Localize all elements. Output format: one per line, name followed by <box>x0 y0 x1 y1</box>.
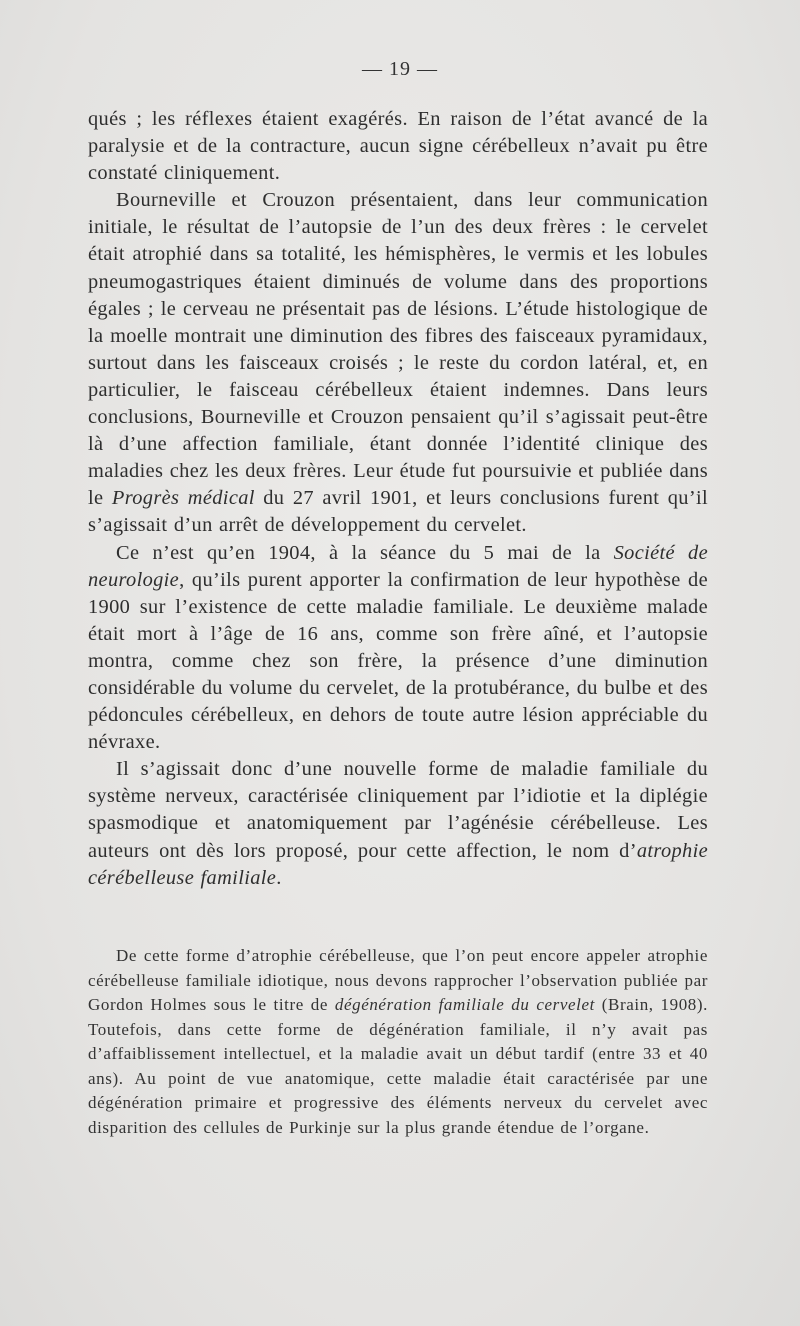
paragraph-confirmation <box>88 540 708 757</box>
footnote <box>88 944 708 1140</box>
paragraph-continuation: qués ; les réflexes étaient exagérés. En raison de l’état avancé de la paralysie et de la contracture, aucun signe cérébelleux n’avait pu être constaté cliniquement. <box>88 108 708 185</box>
paragraph-text: . <box>276 866 282 889</box>
disease-name: atrophie cérébelleuse familiale <box>88 839 708 889</box>
cited-title: dégénération familiale du cervelet <box>334 995 595 1014</box>
paragraph-text: du 27 avril 1901, et leurs conclusions furent qu’il s’agissait d’un arrêt de développement du cervelet. <box>88 487 708 537</box>
paragraph-autopsy <box>88 187 708 539</box>
body-text <box>88 106 708 892</box>
paragraph-text: Il s’agissait donc d’une nouvelle forme de maladie familiale du système nerveux, caractérisée cliniquement par l’idiotie et la diplégie spasmodique et anatomiquement par l’agénésie cérébelleuse. Les auteurs ont dès lors proposé, pour cette affection, le nom d’ <box>88 758 708 862</box>
paragraph-text: , qu’ils purent apporter la confirmation de leur hypothèse de 1900 sur l’existence de cette maladie familiale. Le deuxième malade était mort à l’âge de 16 ans, comme son frère aîné, et l’autopsie montra, comme chez son frère, la présence d’une diminution considérable du volume du cervelet, de la protubérance, du bulbe et des pédoncules cérébelleux, en dehors de toute autre lésion appréciable du névraxe. <box>88 568 708 754</box>
paragraph-text: Bourneville et Crouzon présentaient, dans leur communication initiale, le résultat de l’autopsie de l’un des deux frères : le cervelet était atrophié dans sa totalité, les hémisphères, le vermis et les lobules pneumogastriques étaient diminués de volume dans des proportions égales ; le cerveau ne présentait pas de lésions. L’étude histologique de la moelle montrait une diminution des fibres des faisceaux pyramidaux, surtout dans les faisceaux croisés ; le reste du cordon latéral, et, en particulier, le faisceau cérébelleux étaient indemnes. Dans leurs conclusions, Bourneville et Crouzon pensaient qu’il s’agissait peut-être là d’une affection familiale, étant donnée l’identité clinique des maladies chez les deux frères. Leur étude fut poursuivie et publiée dans le <box>88 189 708 510</box>
page-number: — 19 — <box>362 58 438 80</box>
footnote-text: De cette forme d’atrophie cérébelleuse, que l’on peut encore appeler atrophie cérébelleuse familiale idiotique, nous devons rapprocher l’observation publiée par Gordon Holmes sous le titre de <box>88 946 708 1014</box>
society-name: Société de neurologie <box>88 541 708 591</box>
paragraph-conclusion <box>88 756 708 891</box>
footnote-text: (Brain, 1908). Toutefois, dans cette forme de dégénération familiale, il n’y avait pas d’affaiblissement intellectuel, et la maladie avait un début tardif (entre 33 et 40 ans). Au point de vue anatomique, cette maladie était caractérisée par une dégénération primaire et progressive des éléments nerveux du cervelet avec disparition des cellules de Purkinje sur la plus grande étendue de l’organe. <box>88 995 709 1137</box>
footnote-paragraph <box>88 944 708 1140</box>
journal-title: Progrès médical <box>111 487 255 510</box>
paragraph-text: Ce n’est qu’en 1904, à la séance du 5 mai de la <box>116 541 614 564</box>
